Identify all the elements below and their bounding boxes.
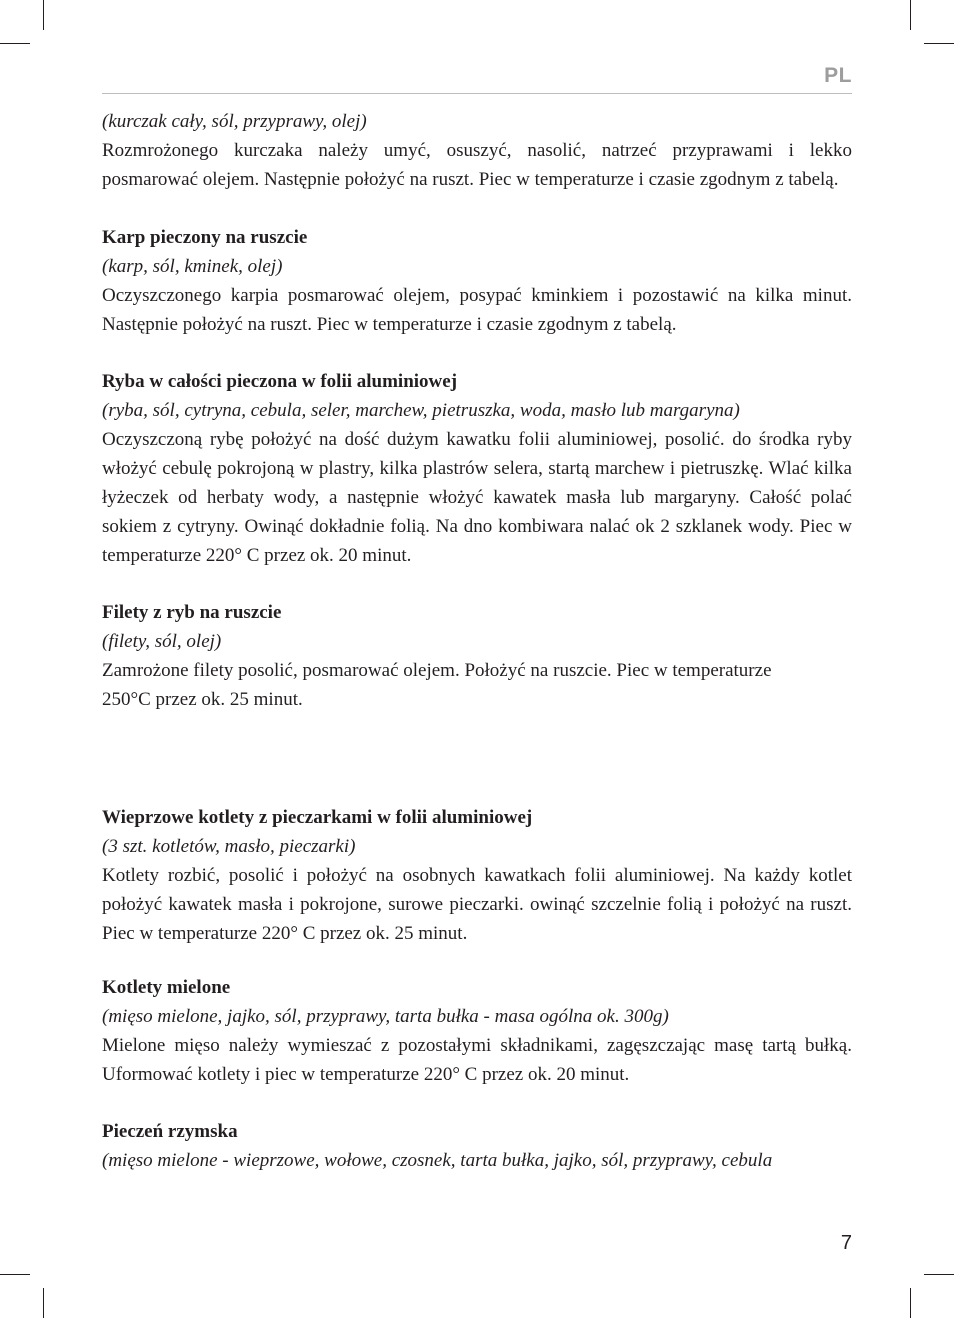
- recipe-fish-in-foil: [102, 367, 852, 570]
- page-number: 7: [840, 1232, 852, 1254]
- recipe-instructions: Oczyszczoną rybę położyć na dość dużym kawatku folii aluminiowej, posolić. do środka ryby włożyć cebulę pokrojoną w plastry, kilka plastrów selera, startą marchew i pietruszkę. Wlać kilka łyżeczek od herbaty wody, a następnie włożyć kawatek masła lub margaryny. Całość polać sokiem z cytryny. Owinąć dokładnie folią. Na dno kombiwara nalać ok 2 szklanek wody. Piec w temperaturze 220° C przez ok. 20 minut.: [102, 429, 852, 566]
- crop-mark: [910, 1288, 911, 1318]
- recipe-instructions-line: Zamrożone filety posolić, posmarować olejem. Położyć na ruszcie. Piec w temperaturze: [102, 660, 772, 681]
- recipe-title: Ryba w całości pieczona w folii aluminiowej: [102, 371, 458, 392]
- recipe-title: Karp pieczony na ruszcie: [102, 227, 308, 248]
- recipe-meatloaf: [102, 1117, 852, 1175]
- recipe-fish-fillets: [102, 598, 852, 714]
- recipe-whole-chicken: [102, 107, 852, 194]
- crop-mark: [0, 43, 30, 44]
- language-label: PL: [824, 64, 852, 87]
- recipe-ingredients: (kurczak cały, sól, przyprawy, olej): [102, 111, 367, 132]
- recipe-instructions-line: 250°C przez ok. 25 minut.: [102, 689, 303, 710]
- recipe-ingredients: (mięso mielone - wieprzowe, wołowe, czosnek, tarta bułka, jajko, sól, przyprawy, cebula: [102, 1150, 773, 1171]
- recipe-instructions: Kotlety rozbić, posolić i położyć na osobnych kawatkach folii aluminiowej. Na każdy kotlet położyć kawatek masła i pokrojone, surowe pieczarki. owinąć szczelnie folią i położyć na ruszt. Piec w temperaturze 220° C przez ok. 25 minut.: [102, 865, 852, 944]
- recipe-title: Wieprzowe kotlety z pieczarkami w folii aluminiowej: [102, 807, 533, 828]
- recipe-ingredients: (3 szt. kotletów, masło, pieczarki): [102, 836, 356, 857]
- crop-mark: [910, 0, 911, 30]
- recipe-title: Filety z ryb na ruszcie: [102, 602, 282, 623]
- recipe-instructions: Oczyszczonego karpia posmarować olejem, posypać kminkiem i pozostawić na kilka minut. Następnie położyć na ruszt. Piec w temperaturze i czasie zgodnym z tabelą.: [102, 285, 852, 335]
- recipe-title: Pieczeń rzymska: [102, 1121, 238, 1142]
- recipe-pork-chops: [102, 803, 852, 948]
- crop-mark: [0, 1274, 30, 1275]
- recipe-ingredients: (mięso mielone, jajko, sól, przyprawy, tarta bułka - masa ogólna ok. 300g): [102, 1006, 669, 1027]
- crop-mark: [43, 0, 44, 30]
- crop-mark: [924, 1274, 954, 1275]
- page-content: [102, 107, 852, 1175]
- recipe-minced-cutlets: [102, 973, 852, 1089]
- recipe-instructions: Rozmrożonego kurczaka należy umyć, osuszyć, nasolić, natrzeć przyprawami i lekko posmarować olejem. Następnie położyć na ruszt. Piec w temperaturze i czasie zgodnym z tabelą.: [102, 140, 852, 190]
- crop-mark: [43, 1288, 44, 1318]
- recipe-ingredients: (karp, sól, kminek, olej): [102, 256, 283, 277]
- crop-mark: [924, 43, 954, 44]
- recipe-instructions: Mielone mięso należy wymieszać z pozostałymi składnikami, zagęszczając masę tartą bułką. Uformować kotlety i piec w temperaturze 220° C przez ok. 20 minut.: [102, 1035, 852, 1085]
- recipe-title: Kotlety mielone: [102, 977, 231, 998]
- header-rule: [102, 93, 852, 94]
- recipe-carp: [102, 223, 852, 339]
- recipe-ingredients: (filety, sól, olej): [102, 631, 222, 652]
- recipe-ingredients: (ryba, sól, cytryna, cebula, seler, marchew, pietruszka, woda, masło lub margaryna): [102, 400, 740, 421]
